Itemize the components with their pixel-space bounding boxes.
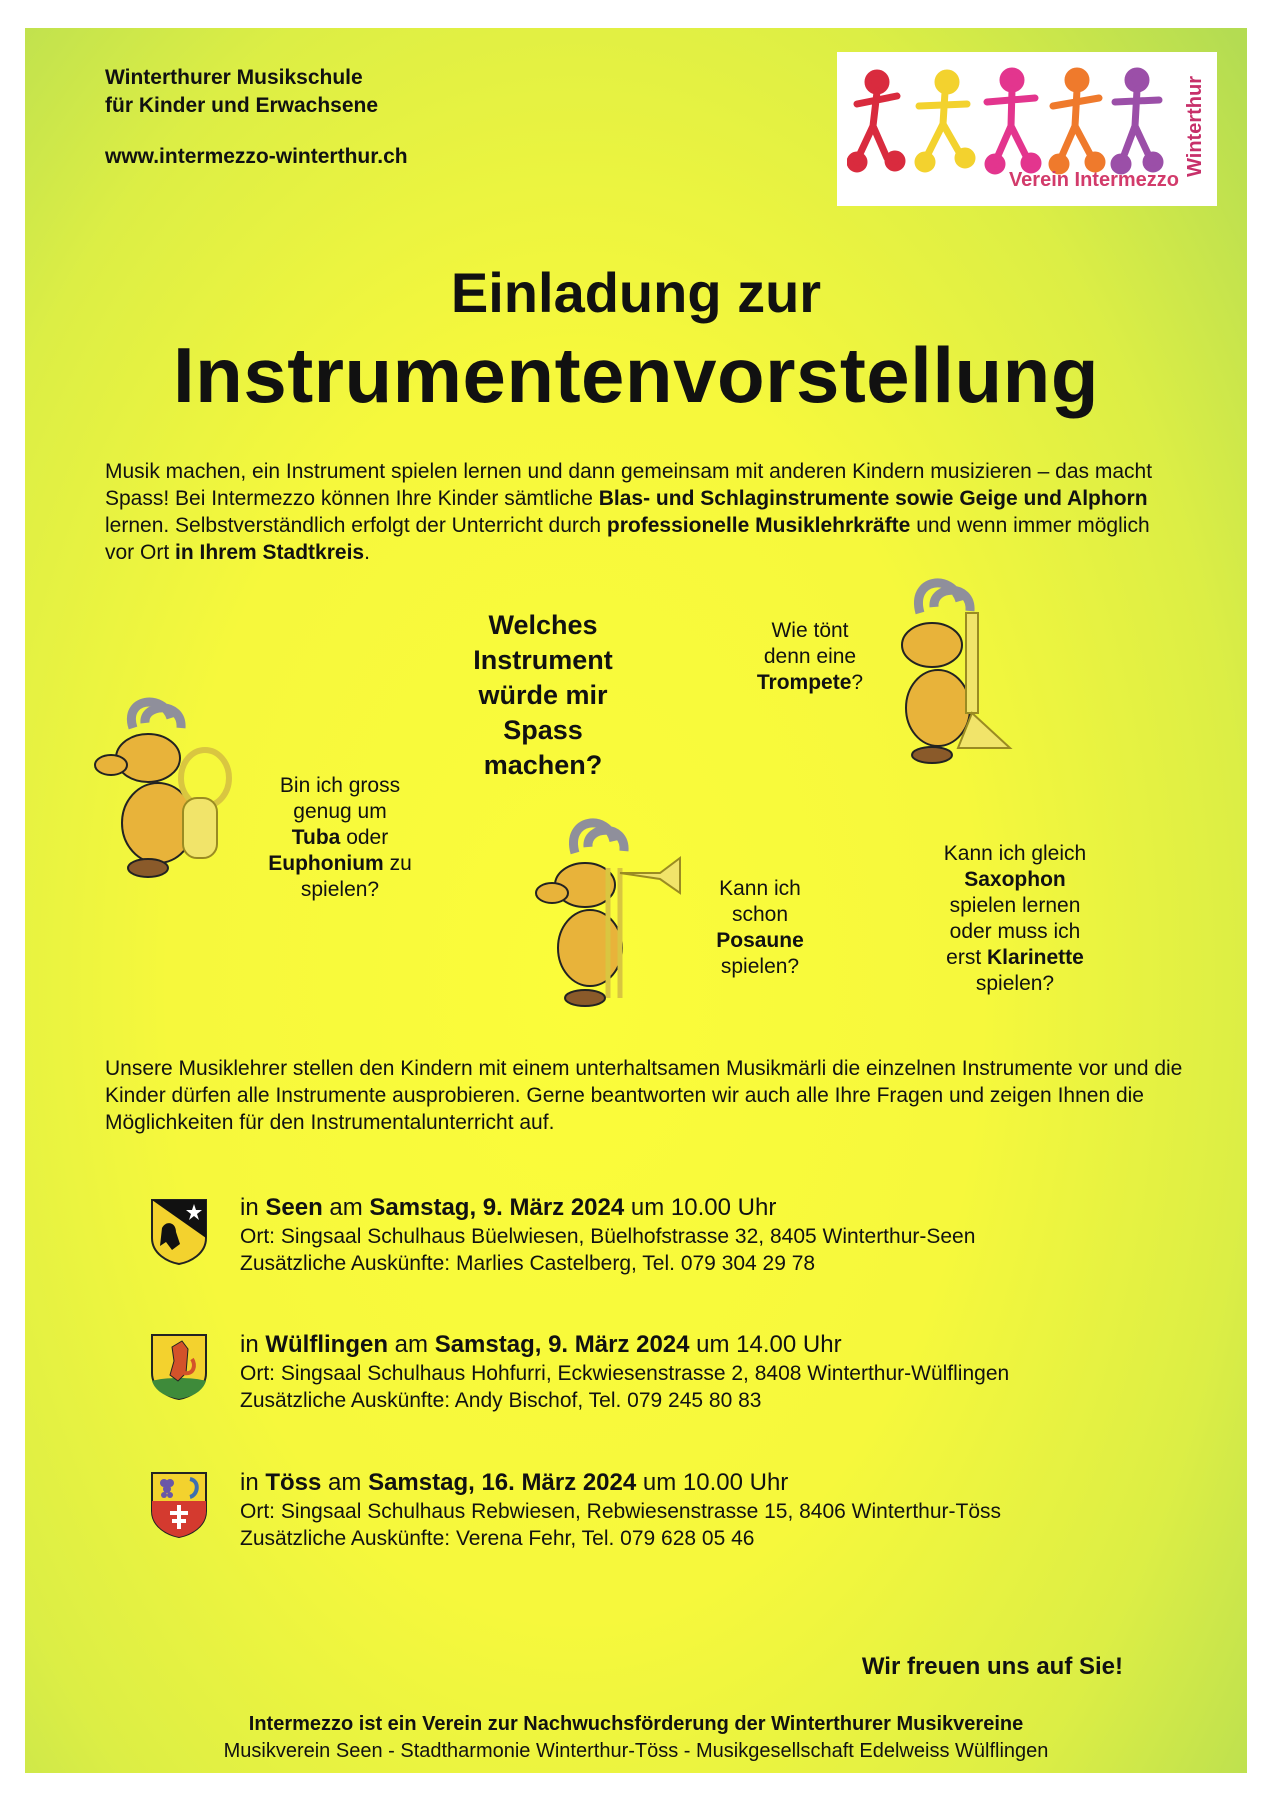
center-question: Welches Instrument würde mir Spass machen? xyxy=(473,610,613,780)
logo-name: Verein Intermezzo xyxy=(1008,169,1179,191)
dancing-music-notes-logo-icon xyxy=(847,66,1177,186)
saxophone-question: Kann ich gleich Saxophon spielen lernen oder muss ich erst Klarinette spielen? xyxy=(943,842,1087,995)
goat-tuba-illustration xyxy=(93,693,243,883)
page-title: Instrumentenvorstellung xyxy=(173,331,1099,419)
trumpet-question: Wie tönt denn eine Trompete? xyxy=(756,619,864,694)
description-paragraph: Unsere Musiklehrer stellen den Kindern mit einem unterhaltsamen Musikmärli die einzelnen Instrumente vor und die Kinder dürfen alle Instrumente ausprobieren. Gerne beantworten wir auch alle Ihre Fragen und zeigen Ihnen die Möglichkeiten für den Instrumentalunterricht auf. xyxy=(105,1057,1183,1134)
event-toess: in Töss am Samstag, 16. März 2024 um 10.00 Uhr Ort: Singsaal Schulhaus Rebwiesen, Rebwiesenstrasse 15, 8406 Winterthur-Töss Zusätzliche Auskünfte: Verena Fehr, Tel. 079 628 05 46 xyxy=(240,1469,1002,1550)
footer-line1: Intermezzo ist ein Verein zur Nachwuchsförderung der Winterthurer Musikvereine xyxy=(248,1713,1024,1735)
seen-crest-icon xyxy=(150,1198,208,1266)
website-link[interactable]: www.intermezzo-winterthur.ch xyxy=(105,145,408,168)
goat-trumpet-illustration xyxy=(880,573,1030,773)
trombone-question: Kann ich schon Posaune spielen? xyxy=(716,877,804,978)
poster xyxy=(25,28,1247,1773)
footer-line2: Musikverein Seen - Stadtharmonie Winterthur-Töss - Musikgesellschaft Edelweiss Wülflingen xyxy=(223,1740,1049,1762)
tuba-question: Bin ich gross genug um Tuba oder Euphonium zu spielen? xyxy=(268,774,412,901)
event-seen: in Seen am Samstag, 9. März 2024 um 10.00 Uhr Ort: Singsaal Schulhaus Büelwiesen, Büelhofstrasse 32, 8405 Winterthur-Seen Zusätzliche Auskünfte: Marlies Castelberg, Tel. 079 304 29 78 xyxy=(240,1194,976,1275)
school-name: Winterthurer Musikschule für Kinder und Erwachsene xyxy=(105,66,379,117)
goat-trombone-illustration xyxy=(530,813,695,1013)
event-wuelflingen: in Wülflingen am Samstag, 9. März 2024 um 14.00 Uhr Ort: Singsaal Schulhaus Hohfurri, Eckwiesenstrasse 2, 8408 Winterthur-Wülflingen Zusätzliche Auskünfte: Andy Bischof, Tel. 079 245 80 83 xyxy=(240,1331,1010,1412)
title-line1: Einladung zur xyxy=(450,261,822,324)
toess-crest-icon xyxy=(150,1471,208,1539)
logo-city: Winterthur xyxy=(1184,76,1206,177)
closing-text: Wir freuen uns auf Sie! xyxy=(861,1653,1123,1680)
intro-paragraph: Musik machen, ein Instrument spielen lernen und dann gemeinsam mit anderen Kindern musizieren – das macht Spass! Bei Intermezzo können Ihre Kinder sämtliche Blas- und Schlaginstrumente sowie Geige und Alphorn lernen. Selbstverständlich erfolgt der Unterricht durch professionelle Musiklehrkräfte und wenn immer möglich vor Ort in Ihrem Stadtkreis. xyxy=(105,460,1153,564)
intermezzo-logo xyxy=(837,52,1217,206)
wuelflingen-crest-icon xyxy=(150,1333,208,1401)
